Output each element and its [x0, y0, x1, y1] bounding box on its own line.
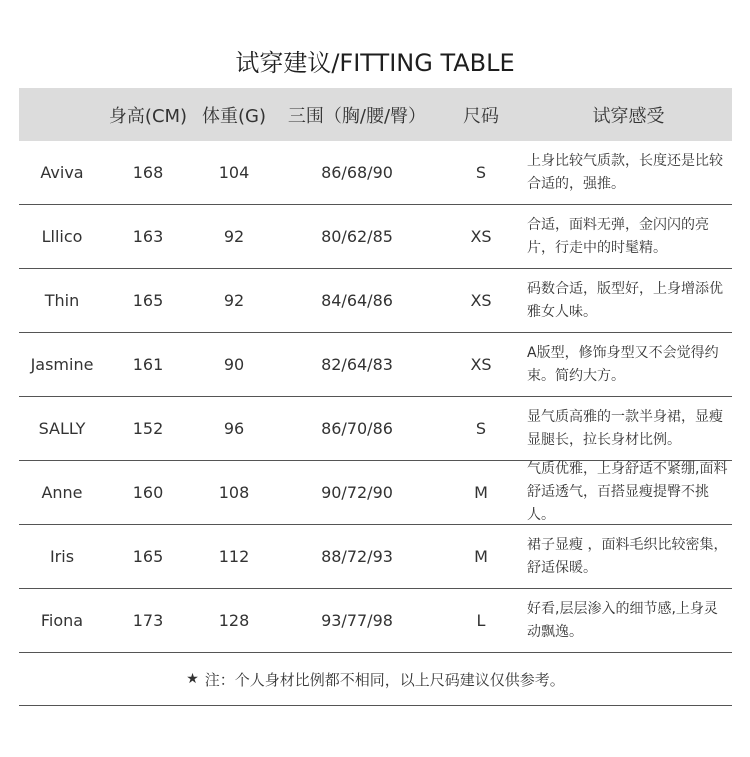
cell-height: 165 [132, 547, 164, 566]
page-title: 试穿建议/FITTING TABLE [235, 49, 515, 77]
cell-height: 160 [132, 483, 164, 502]
table-row [19, 333, 732, 397]
cell-size: M [474, 547, 488, 566]
cell-feeling: 显气质高雅的一款半身裙，显瘦显腿长，拉长身材比例。 [527, 408, 723, 448]
cell-weight: 112 [218, 547, 250, 566]
table-row [19, 269, 732, 333]
cell-feeling: 裙子显瘦 ，面料毛织比较密集，舒适保暖。 [527, 536, 728, 576]
cell-height: 152 [132, 419, 164, 438]
cell-name: Anne [41, 483, 83, 502]
cell-measurements: 90/72/90 [321, 483, 393, 502]
cell-size: XS [470, 227, 492, 246]
table-header [19, 88, 732, 141]
footnote-text: 注：个人身材比例都不相同，以上尺码建议仅供参考。 [204, 670, 565, 689]
fitting-table [19, 88, 732, 706]
cell-height: 168 [132, 163, 164, 182]
header-measurements: 三围（胸/腰/臀） [287, 105, 427, 127]
header-weight: 体重(G) [202, 105, 266, 127]
cell-name: SALLY [38, 419, 86, 438]
table-row [19, 589, 732, 653]
cell-height: 173 [132, 611, 164, 630]
cell-feeling: 码数合适，版型好，上身增添优雅女人味。 [527, 280, 723, 320]
cell-feeling: A版型，修饰身型又不会觉得约束。简约大方。 [527, 344, 719, 384]
cell-weight: 92 [223, 291, 245, 310]
cell-size: XS [470, 291, 492, 310]
cell-name: Iris [49, 547, 75, 566]
star-icon: ★ [186, 671, 199, 687]
cell-size: M [474, 483, 488, 502]
cell-measurements: 82/64/83 [321, 355, 393, 374]
cell-feeling: 气质优雅，上身舒适不紧绷,面料舒适透气，百搭显瘦提臀不挑人。 [527, 461, 728, 523]
footnote [19, 653, 732, 706]
header-feeling: 试穿感受 [592, 105, 665, 127]
cell-measurements: 88/72/93 [321, 547, 393, 566]
cell-height: 165 [132, 291, 164, 310]
cell-weight: 128 [218, 611, 250, 630]
cell-name: Lllico [41, 227, 83, 246]
cell-weight: 104 [218, 163, 250, 182]
cell-measurements: 86/68/90 [321, 163, 393, 182]
cell-name: Fiona [40, 611, 84, 630]
cell-feeling: 合适，面料无弹，金闪闪的亮片，行走中的时髦精。 [527, 216, 709, 256]
table-row [19, 397, 732, 461]
table-row [19, 461, 732, 525]
cell-height: 163 [132, 227, 164, 246]
cell-size: S [475, 419, 487, 438]
cell-name: Thin [44, 291, 80, 310]
header-height: 身高(CM) [108, 105, 188, 127]
cell-feeling: 上身比较气质款，长度还是比较合适的，强推。 [527, 152, 723, 192]
cell-name: Jasmine [30, 355, 94, 374]
cell-name: Aviva [40, 163, 84, 182]
cell-measurements: 80/62/85 [321, 227, 393, 246]
cell-height: 161 [132, 355, 164, 374]
header-name [19, 88, 105, 141]
cell-weight: 96 [223, 419, 245, 438]
cell-size: S [475, 163, 487, 182]
cell-weight: 90 [223, 355, 245, 374]
header-size: 尺码 [463, 105, 499, 127]
cell-weight: 108 [218, 483, 250, 502]
cell-weight: 92 [223, 227, 245, 246]
table-row [19, 525, 732, 589]
cell-feeling: 好看,层层渗入的细节感,上身灵动飘逸。 [527, 600, 718, 640]
cell-size: L [476, 611, 486, 630]
cell-measurements: 86/70/86 [321, 419, 393, 438]
table-row [19, 141, 732, 205]
table-row [19, 205, 732, 269]
cell-size: XS [470, 355, 492, 374]
cell-measurements: 84/64/86 [321, 291, 393, 310]
cell-measurements: 93/77/98 [321, 611, 393, 630]
